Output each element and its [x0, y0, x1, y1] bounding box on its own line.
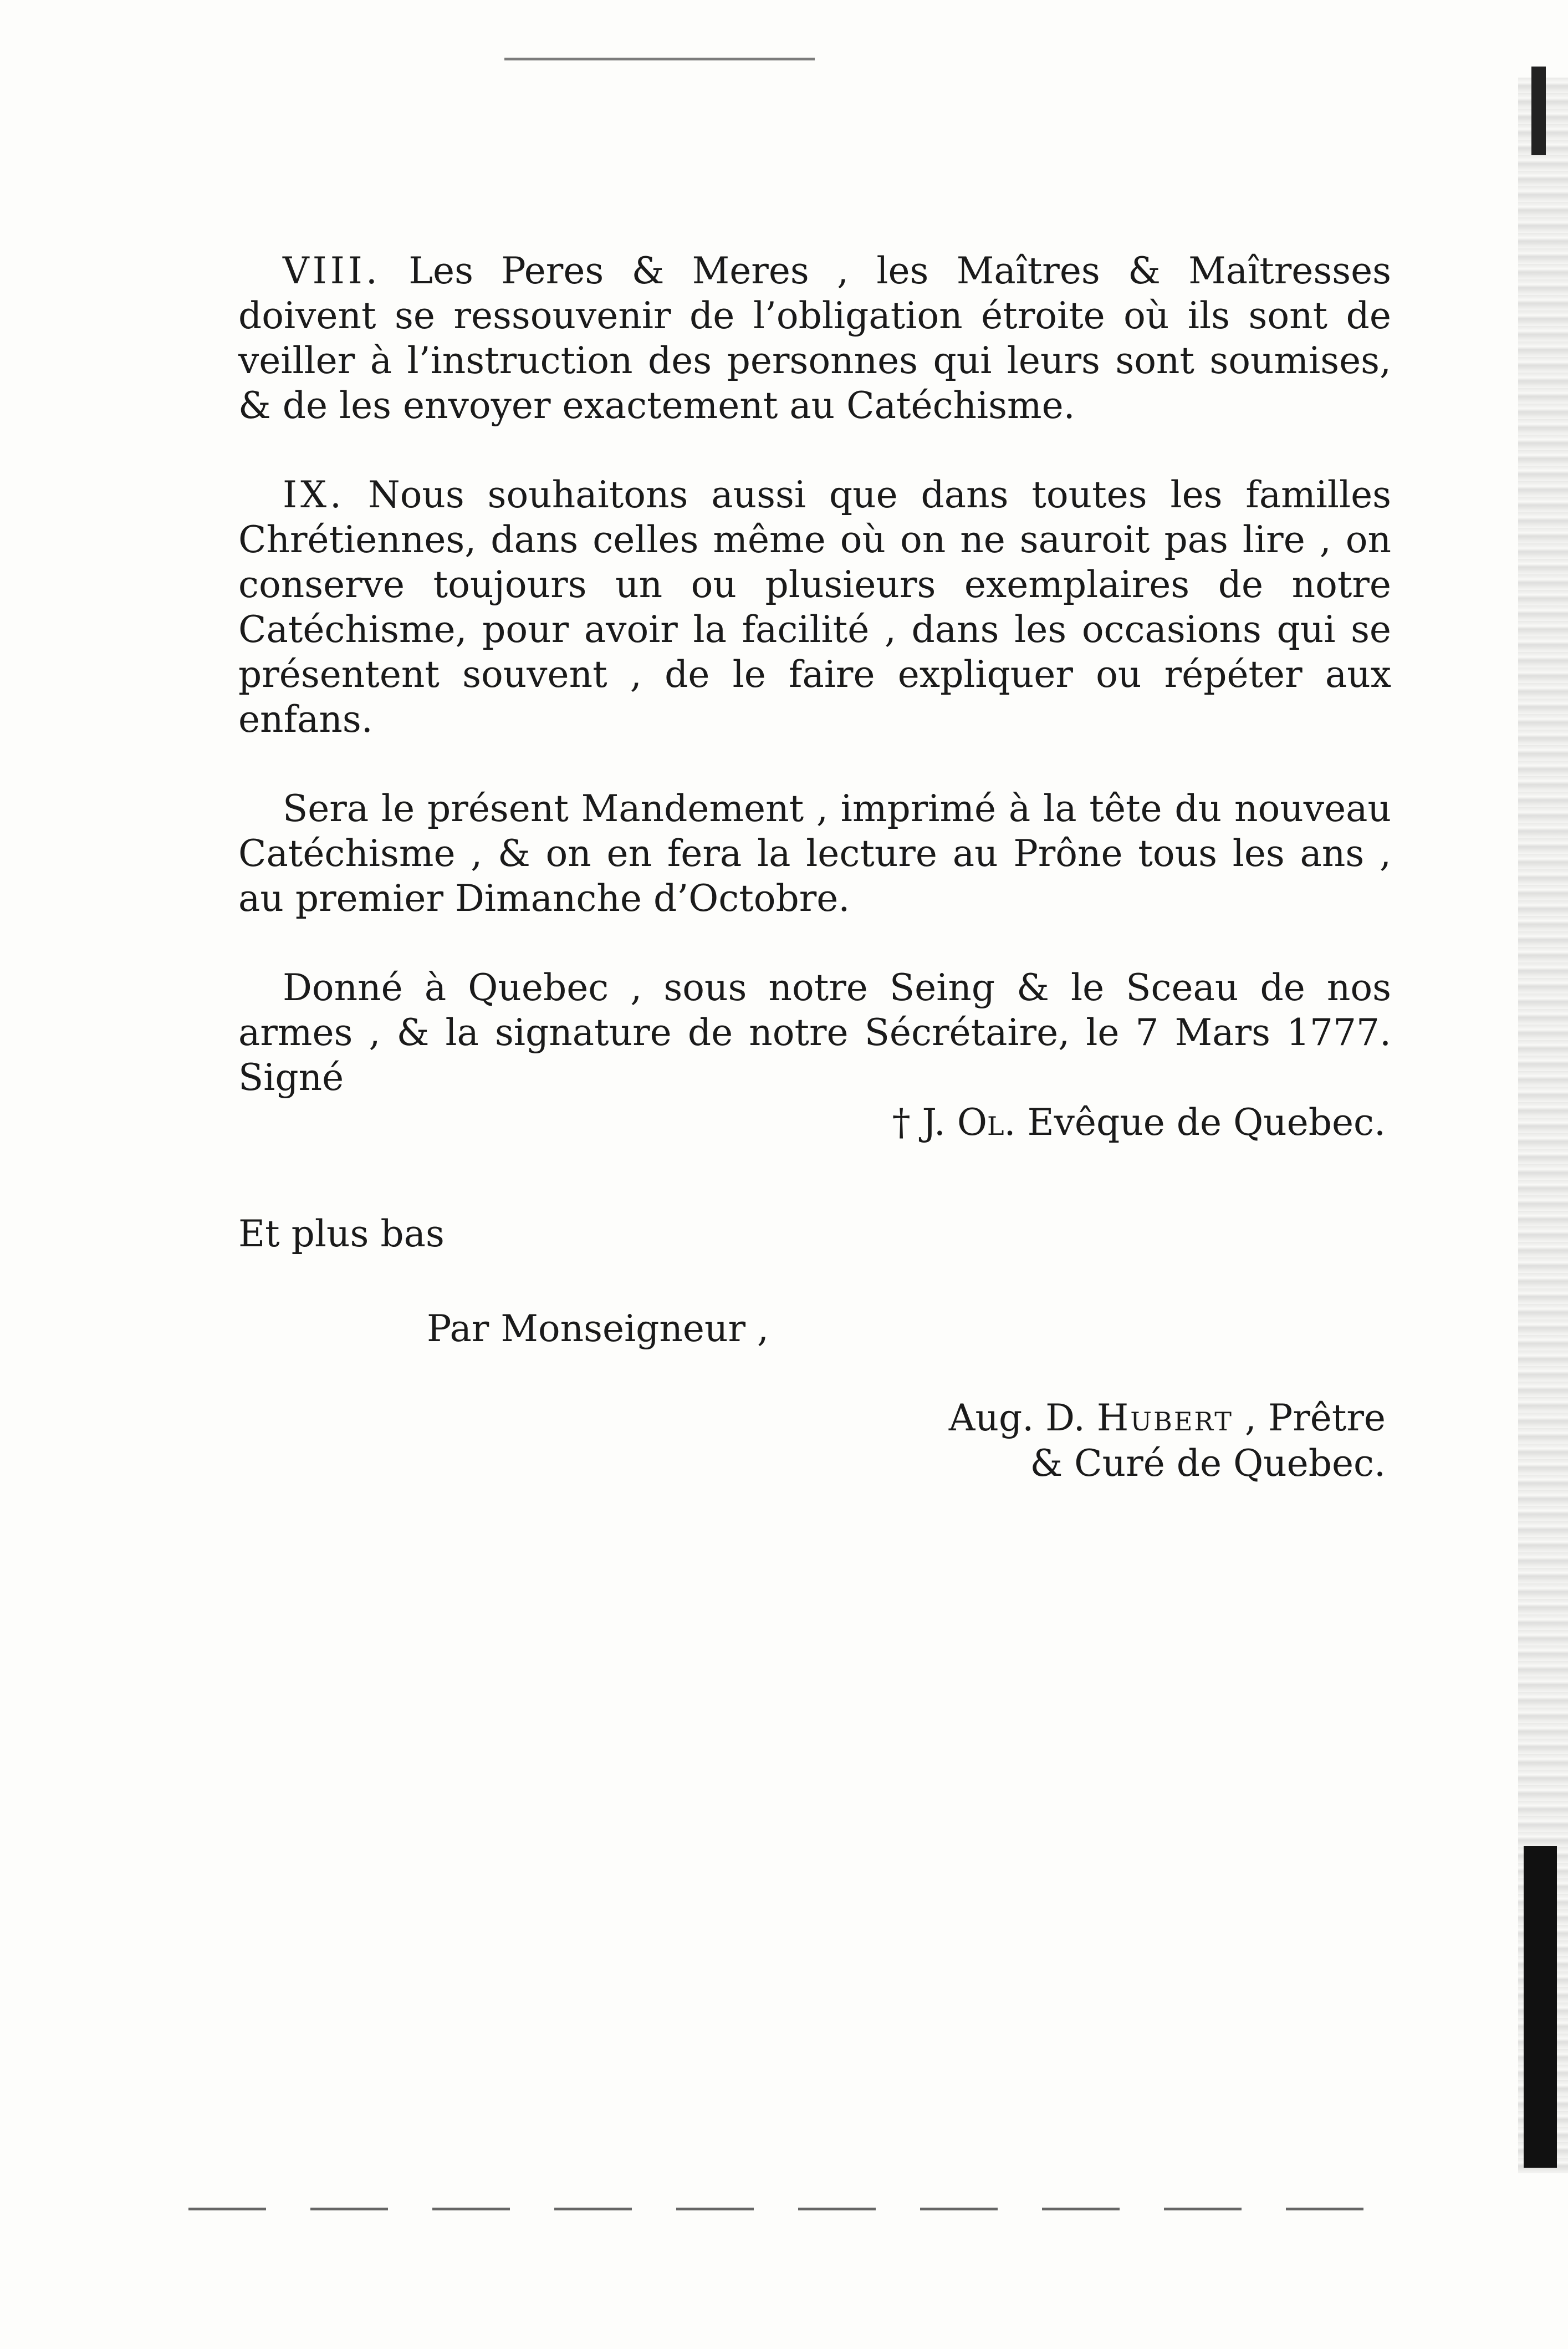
- article-numeral: IX.: [283, 473, 345, 516]
- scan-edge-mark-bottom: [1524, 1846, 1557, 2168]
- top-rule: [504, 58, 815, 60]
- paragraph-text: Sera le présent Mandement , imprimé à la tête du nouveau Catéchisme , & on en fera la lecture au Prône tous les ans , au premier Dimanche d’Octobre.: [238, 787, 1391, 920]
- article-numeral: VIII.: [283, 249, 381, 292]
- article-text: Les Peres & Meres , les Maîtres & Maîtresses doivent se ressouvenir de l’obligation étroite où ils sont de veiller à l’instruction des personnes qui leurs sont soumises, & de les envoyer exactement au Catéchisme.: [238, 249, 1392, 427]
- secretary-prefix: Aug. D.: [948, 1397, 1097, 1439]
- article-ix: [238, 472, 1391, 742]
- secretary-line-2: & Curé de Quebec.: [1030, 1442, 1386, 1485]
- scan-edge-mark-top: [1531, 67, 1546, 155]
- plus-bas-label: Et plus bas: [238, 1212, 445, 1255]
- par-monseigneur-label: Par Monseigneur ,: [427, 1307, 769, 1350]
- signature-title: Evêque de Quebec.: [1015, 1101, 1386, 1144]
- article-text: Nous souhaitons aussi que dans toutes les familles Chrétiennes, dans celles même où on ne sauroit pas lire , on conserve toujours un ou plusieurs exemplaires de notre Catéchisme, pour avoir la facilité , dans les occasions qui se présentent souvent , de le faire expliquer ou répéter aux enfans.: [238, 473, 1392, 741]
- document-body: [238, 248, 1391, 1523]
- secretary-line-1: [238, 1395, 1386, 1441]
- signature-name: Ol.: [957, 1101, 1016, 1144]
- secretary-name: Hubert: [1096, 1397, 1233, 1439]
- secretary-role: , Prêtre: [1233, 1397, 1386, 1439]
- bottom-rule: [188, 2208, 1408, 2210]
- article-viii: [238, 248, 1391, 428]
- signature-prefix: † J.: [892, 1101, 957, 1144]
- paragraph-text: Donné à Quebec , sous notre Seing & le Sceau de nos armes , & la signature de notre Sécrétaire, le 7 Mars 1777. Signé: [238, 966, 1391, 1099]
- publication-paragraph: [238, 786, 1391, 921]
- secretary-signature: [238, 1395, 1391, 1486]
- given-at-paragraph: [238, 965, 1391, 1100]
- bishop-signature: [238, 1100, 1391, 1145]
